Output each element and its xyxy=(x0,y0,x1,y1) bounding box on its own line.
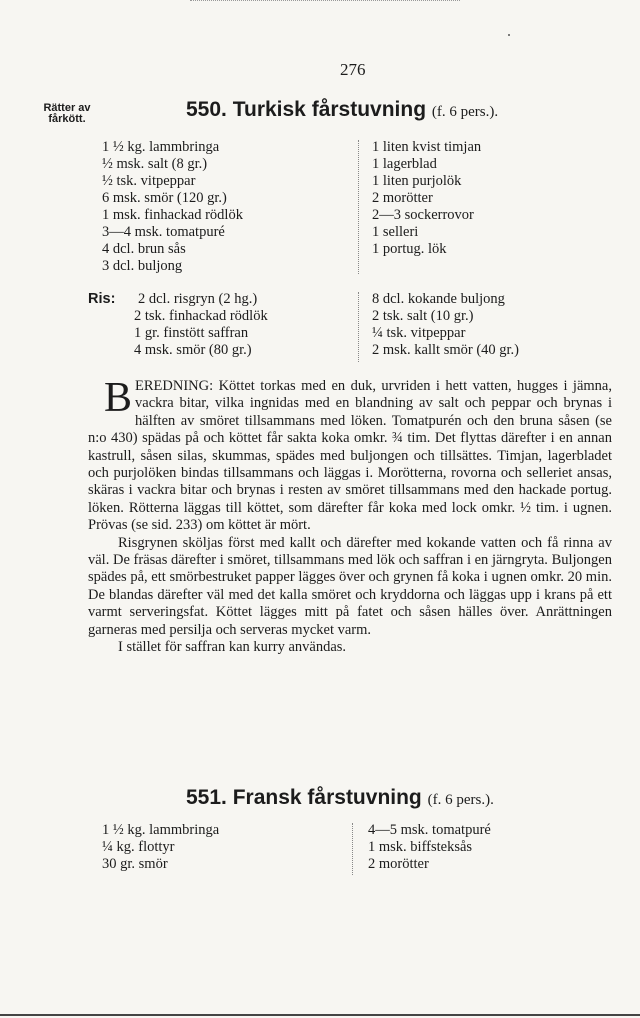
ingredient: 8 dcl. kokande buljong xyxy=(372,291,505,307)
page-number: 276 xyxy=(340,60,366,79)
recipe-551-title: Fransk fårstuvning xyxy=(232,786,422,809)
column-divider xyxy=(352,823,353,875)
ris-ingredients-left xyxy=(120,291,268,359)
ingredient: ½ msk. salt (8 gr.) xyxy=(102,156,208,172)
preparation-paragraph xyxy=(88,375,612,535)
preparation-paragraph xyxy=(88,639,612,656)
ingredient: 1 msk. biffsteksås xyxy=(368,839,473,855)
ingredient: 1 liten kvist timjan xyxy=(372,139,482,155)
ingredient: ¼ tsk. vitpeppar xyxy=(372,325,466,341)
column-divider xyxy=(358,140,359,274)
ris-label: Ris: xyxy=(88,291,116,307)
recipe-550-ingredients-left xyxy=(102,139,243,275)
ingredient: 4 dcl. brun sås xyxy=(102,241,186,257)
recipe-550-servings: (f. 6 pers.). xyxy=(431,104,499,120)
recipe-551-servings: (f. 6 pers.). xyxy=(427,792,494,808)
ingredient: ½ tsk. vitpeppar xyxy=(102,173,196,189)
ingredient: 30 gr. smör xyxy=(102,856,168,872)
top-rule xyxy=(190,0,460,1)
ingredient: 2 tsk. finhackad rödlök xyxy=(134,308,268,324)
ingredient: 2 msk. kallt smör (40 gr.) xyxy=(372,342,520,358)
preparation-paragraph xyxy=(88,535,612,639)
recipe-551-heading xyxy=(186,786,494,810)
recipe-551-ingredients-left xyxy=(102,822,219,873)
preparation-text: Risgrynen sköljas först med kallt och därefter med kokande vatten och få rinna av väl. De fräsas därefter i smöret, tillsammans med lök och saffran i en järngryta. Buljongen spädes på, ett smörbestruket papper lägges över och grynen få koka i ugnen omkr. 20 min. De blandas därefter väl med det kalla smöret och kryddorna och läggas upp i krans på ett varmt serveringsfat. Köttet lägges mitt på fatet och såsen hälles över. Anrättningen garneras med persilja och serveras mycket varm. xyxy=(88,534,612,638)
ingredient: 2 dcl. risgryn (2 hg.) xyxy=(138,291,258,307)
ingredient: 1 portug. lök xyxy=(372,241,447,257)
recipe-550-ingredients-right xyxy=(372,139,481,258)
ingredient: 4—5 msk. tomatpuré xyxy=(368,822,491,838)
recipe-550-title: Turkisk fårstuvning xyxy=(232,98,427,121)
margin-note xyxy=(32,103,102,125)
ingredient: 2 morötter xyxy=(372,190,433,206)
column-divider xyxy=(358,292,359,362)
recipe-551-ingredients-right xyxy=(368,822,491,873)
margin-note-line-1: Rätter av xyxy=(43,102,91,114)
recipe-550-heading xyxy=(186,98,498,122)
ingredient: 1 ½ kg. lammbringa xyxy=(102,139,220,155)
preparation-text: I stället för saffran kan kurry användas. xyxy=(118,639,347,656)
ris-ingredients-right xyxy=(372,291,519,359)
drop-cap: B xyxy=(104,375,133,421)
ingredient: 1 ½ kg. lammbringa xyxy=(102,822,220,838)
margin-note-line-2: fårkött. xyxy=(48,113,86,125)
ingredient: 2—3 sockerrovor xyxy=(372,207,474,223)
ingredient: 1 liten purjolök xyxy=(372,173,462,189)
print-speck xyxy=(508,34,510,36)
ingredient: 1 lagerblad xyxy=(372,156,437,172)
ingredient: 6 msk. smör (120 gr.) xyxy=(102,190,227,206)
ingredient: 3—4 msk. tomatpuré xyxy=(102,224,225,240)
ingredient: 1 selleri xyxy=(372,224,419,240)
ingredient: ¼ kg. flottyr xyxy=(102,839,175,855)
recipe-551-number: 551. xyxy=(186,786,227,809)
bottom-edge xyxy=(0,1014,640,1016)
ingredient: 3 dcl. buljong xyxy=(102,258,183,274)
ingredient: 2 tsk. salt (10 gr.) xyxy=(372,308,474,324)
recipe-550-preparation xyxy=(88,375,612,657)
ingredient: 1 msk. finhackad rödlök xyxy=(102,207,243,223)
ingredient: 4 msk. smör (80 gr.) xyxy=(134,342,252,358)
ingredient: 2 morötter xyxy=(368,856,429,872)
recipe-550-number: 550. xyxy=(186,98,227,121)
ingredient: 1 gr. finstött saffran xyxy=(134,325,249,341)
preparation-text: EREDNING: Köttet torkas med en duk, urvriden i hett vatten, hugges i jämna, vackra bitar, vilka ingnidas med en blandning av salt och peppar och brynas i hälften av smöret tillsammans med löken. Tomatpurén och den bruna såsen (se n:o 430) spädas på och köttet får sakta koka omkr. ¾ tim. Det flyttas därefter i en annan kastrull, såsen silas, skummas, spädes med buljongen och tillsättes. Timjan, lagerbladet och purjolöken bindas tillsammans och läggas i. Morötterna, rovorna och selleriet ansas, skäras i vackra bitar och brynas i resten av smöret tillsammans med den hackade portug. löken. Rötterna läggas till köttet, som därefter får koka med lock omkr. ½ tim. i ugnen. Prövas (se sid. 233) om köttet är mört. xyxy=(88,378,612,534)
